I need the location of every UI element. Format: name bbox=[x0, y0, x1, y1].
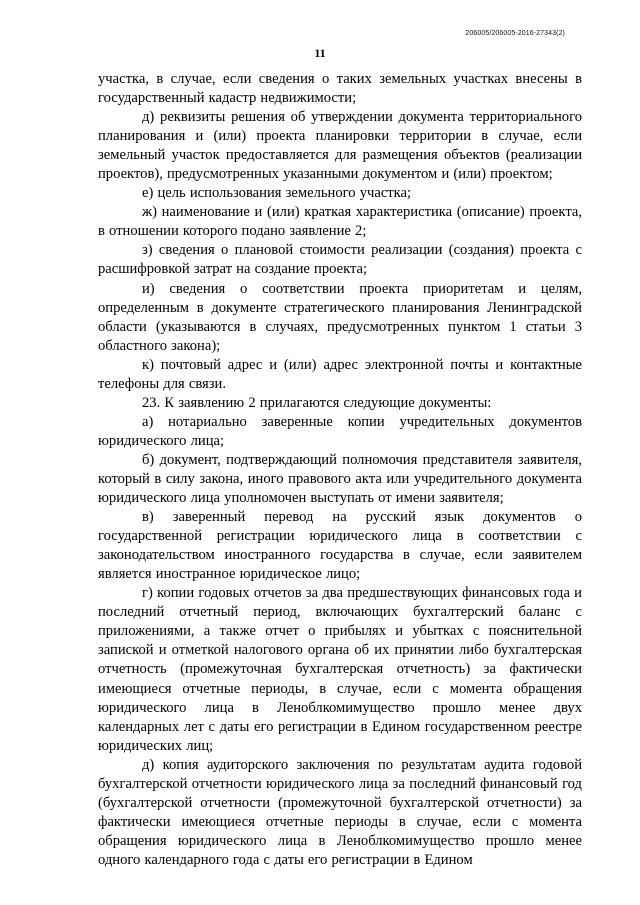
paragraph: д) реквизиты решения об утверждении документа территориального планирования и (или) проекта планировки территории в случае, если земельный участок предоставляется для размещения объектов (реализации проектов), предусмотренных указанными документом и (или) проектом; bbox=[98, 109, 582, 183]
paragraph: участка, в случае, если сведения о таких земельных участках внесены в государственный кадастр недвижимости; bbox=[98, 71, 582, 107]
page-number: 11 bbox=[314, 46, 326, 60]
paragraph: д) копия аудиторского заключения по результатам аудита годовой бухгалтерской отчетности юридического лица за последний финансовый год (бухгалтерской отчетности (промежуточной бухгалтерской отчетности) за фактически имеющиеся отчетные периоды в случае, если с момента обращения юридического лица в Леноблкомимущество прошло менее одного календарного года с даты его регистрации в Едином bbox=[98, 756, 582, 868]
paragraph: е) цель использования земельного участка; bbox=[142, 185, 412, 202]
paragraph: в) заверенный перевод на русский язык документов о государственной регистрации юридического лица в соответствии с законодательством иностранного государства в случае, если заявителем является иностранное юридическое лицо; bbox=[98, 509, 582, 583]
paragraph: ж) наименование и (или) краткая характеристика (описание) проекта, в отношении которого подано заявление 2; bbox=[98, 204, 582, 240]
paragraph: и) сведения о соответствии проекта приоритетам и целям, определенным в документе стратегического планирования Ленинградской области (указываются в случаях, предусмотренных пунктом 1 статьи 3 областного закона); bbox=[98, 280, 582, 354]
paragraph: г) копии годовых отчетов за два предшествующих финансовых года и последний отчетный период, включающих бухгалтерский баланс с приложениями, а также отчет о прибылях и убытках с пояснительной запиской и отметкой налогового органа об их принятии либо бухгалтерская отчетность (промежуточная бухгалтерская отчетность) за фактически имеющиеся отчетные периоды, в случае, если с момента обращения юридического лица в Леноблкомимущество прошло менее двух календарных лет с даты его регистрации в Едином государственном реестре юридических лиц; bbox=[98, 585, 582, 754]
paragraph: а) нотариально заверенные копии учредительных документов юридического лица; bbox=[98, 413, 582, 449]
document-id: 206005/206005-2016-27343(2) bbox=[465, 30, 565, 37]
paragraph: к) почтовый адрес и (или) адрес электронной почты и контактные телефоны для связи. bbox=[98, 356, 582, 392]
paragraph: 23. К заявлению 2 прилагаются следующие документы: bbox=[142, 394, 492, 411]
document-body bbox=[98, 70, 582, 870]
paragraph: б) документ, подтверждающий полномочия представителя заявителя, который в силу закона, иного правового акта или учредительного документа юридического лица уполномочен выступать от имени заявителя; bbox=[98, 451, 582, 507]
paragraph: з) сведения о плановой стоимости реализации (создания) проекта с расшифровкой затрат на создание проекта; bbox=[98, 242, 582, 278]
